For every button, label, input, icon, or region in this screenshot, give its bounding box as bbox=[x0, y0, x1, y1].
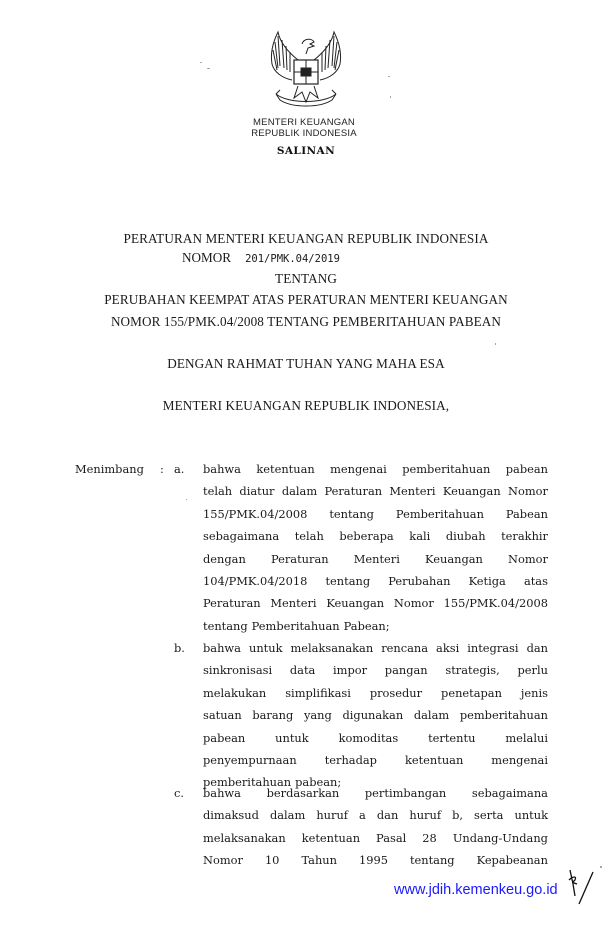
word: yang bbox=[303, 708, 332, 723]
word: sebagaimana bbox=[203, 529, 280, 544]
paragraph-line bbox=[203, 663, 548, 677]
word: integrasi bbox=[467, 641, 519, 655]
paragraph-line bbox=[203, 596, 548, 610]
word: Pemberitahuan bbox=[395, 506, 484, 521]
word: Keuangan bbox=[425, 551, 483, 566]
word: pabean bbox=[203, 730, 246, 745]
word: impor bbox=[333, 663, 368, 678]
word: Nomor bbox=[508, 484, 548, 499]
subject-line-1: PERUBAHAN KEEMPAT ATAS PERATURAN MENTERI KEUANGAN bbox=[104, 292, 508, 307]
ministry-name-line2: REPUBLIK INDONESIA bbox=[251, 128, 357, 139]
scan-speck bbox=[495, 343, 496, 345]
word: barang bbox=[252, 708, 294, 723]
word: melaksanakan bbox=[290, 641, 374, 655]
word: penyempurnaan bbox=[203, 753, 297, 767]
word: aksi bbox=[436, 641, 460, 655]
word: Menteri bbox=[389, 484, 436, 499]
nomor-value: 201/PMK.04/2019 bbox=[245, 253, 340, 265]
word: perlu bbox=[517, 663, 548, 678]
word: rencana bbox=[381, 641, 429, 655]
word: tertentu bbox=[428, 730, 476, 745]
word: Menteri bbox=[353, 551, 400, 566]
word: a bbox=[359, 808, 366, 823]
word: melakukan bbox=[203, 685, 267, 700]
paragraph-line bbox=[203, 462, 548, 476]
paragraph-line bbox=[203, 786, 548, 800]
word: Peraturan bbox=[324, 484, 383, 499]
word: Ketiga bbox=[468, 574, 506, 588]
scan-speck bbox=[600, 866, 602, 868]
word: dimaksud bbox=[203, 808, 259, 823]
word: 10 bbox=[264, 853, 280, 868]
paragraph-line bbox=[203, 831, 548, 845]
word: prosedur bbox=[369, 685, 423, 700]
word: untuk bbox=[248, 641, 283, 655]
paragraph-line bbox=[203, 507, 548, 521]
word: pertimbangan bbox=[364, 786, 447, 800]
word: pemberitahuan bbox=[459, 708, 548, 723]
paragraph-line bbox=[203, 574, 548, 588]
word: Menteri bbox=[270, 596, 317, 611]
word: sebagaimana bbox=[471, 786, 548, 800]
nomor-label: NOMOR bbox=[182, 250, 232, 265]
paragraph-line bbox=[203, 552, 548, 566]
word: Keuangan bbox=[326, 596, 385, 611]
word: ketentuan bbox=[301, 830, 361, 845]
paragraph-line bbox=[203, 619, 548, 633]
word: Nomor bbox=[508, 551, 548, 566]
word: penetapan bbox=[441, 685, 502, 700]
scan-speck bbox=[200, 62, 202, 63]
word: digunakan bbox=[342, 708, 404, 723]
word: melaksanakan bbox=[203, 830, 286, 845]
word: 28 bbox=[422, 830, 437, 845]
word: bahwa bbox=[203, 641, 241, 655]
word: bahwa bbox=[203, 462, 241, 476]
word: Peraturan bbox=[270, 551, 329, 566]
word: mengenai bbox=[330, 462, 387, 476]
word: telah bbox=[294, 529, 324, 544]
regulation-title: PERATURAN MENTERI KEUANGAN REPUBLIK INDONESIA bbox=[123, 231, 489, 246]
word: untuk bbox=[514, 808, 548, 823]
word: Nomor bbox=[203, 853, 243, 868]
jdih-website-link[interactable]: www.jdih.kemenkeu.go.id bbox=[394, 882, 558, 898]
word: atas bbox=[523, 574, 548, 588]
paragraph-line bbox=[203, 731, 548, 745]
word: pemberitahuan bbox=[203, 775, 292, 790]
paragraph-line bbox=[203, 484, 548, 498]
paragraph-line bbox=[203, 641, 548, 655]
word: terhadap bbox=[324, 753, 377, 767]
tentang-label: TENTANG bbox=[275, 271, 337, 286]
item-letter-c: c. bbox=[174, 786, 185, 800]
word: pabean; bbox=[295, 775, 342, 790]
word: Pasal bbox=[376, 830, 407, 845]
word: Keuangan bbox=[442, 484, 501, 499]
subject-line-2: NOMOR 155/PMK.04/2008 TENTANG PEMBERITAHUAN PABEAN bbox=[110, 314, 502, 329]
handwritten-paraf-icon bbox=[545, 866, 612, 906]
word: melalui bbox=[505, 730, 548, 745]
menimbang-colon: : bbox=[160, 462, 164, 476]
word: Pabean; bbox=[343, 618, 390, 633]
word: telah bbox=[203, 484, 233, 499]
word: tentang bbox=[325, 574, 371, 588]
copy-label: SALINAN bbox=[276, 145, 336, 157]
word: Peraturan bbox=[203, 596, 261, 611]
word: ketentuan bbox=[256, 462, 315, 476]
word: Nomor bbox=[393, 596, 434, 611]
invocation: DENGAN RAHMAT TUHAN YANG MAHA ESA bbox=[167, 356, 445, 371]
scan-speck bbox=[207, 68, 210, 69]
word: kali bbox=[409, 529, 431, 544]
word: jenis bbox=[520, 685, 548, 700]
word: data bbox=[289, 663, 316, 678]
word: komoditas bbox=[338, 730, 399, 745]
word: bahwa bbox=[203, 786, 241, 800]
word: Tahun bbox=[301, 853, 337, 868]
word: Perubahan bbox=[388, 574, 451, 588]
word: 155/PMK.04/2008 bbox=[203, 506, 308, 521]
paragraph-line bbox=[203, 708, 548, 722]
word: pangan bbox=[384, 663, 428, 678]
paragraph-line bbox=[203, 529, 548, 543]
word: diatur bbox=[239, 484, 275, 499]
item-letter-a: a. bbox=[174, 462, 185, 476]
word: 155/PMK.04/2008 bbox=[443, 596, 548, 611]
word: dalam bbox=[269, 808, 306, 823]
word: berdasarkan bbox=[266, 786, 340, 800]
word: strategis, bbox=[445, 663, 500, 678]
scan-speck bbox=[186, 499, 187, 500]
paragraph-line bbox=[203, 753, 548, 767]
paragraph-line bbox=[203, 686, 548, 700]
word: huruf bbox=[409, 808, 442, 823]
garuda-emblem-icon bbox=[258, 30, 354, 112]
scan-speck bbox=[388, 76, 390, 77]
word: mengenai bbox=[491, 753, 548, 767]
word: dalam bbox=[281, 484, 318, 499]
word: terakhir bbox=[501, 529, 548, 544]
word: Pabean bbox=[505, 506, 548, 521]
word: b, bbox=[452, 808, 463, 823]
word: tentang bbox=[203, 618, 248, 633]
issuer: MENTERI KEUANGAN REPUBLIK INDONESIA, bbox=[162, 398, 450, 413]
word: Undang-Undang bbox=[452, 830, 548, 845]
word: tentang bbox=[329, 506, 374, 521]
word: tentang bbox=[409, 853, 455, 868]
word: satuan bbox=[203, 708, 242, 723]
word: Kepabeanan bbox=[476, 853, 548, 868]
word: diubah bbox=[445, 529, 486, 544]
word: dan bbox=[526, 641, 548, 655]
word: Pemberitahuan bbox=[251, 618, 340, 633]
word: pabean bbox=[505, 462, 548, 476]
paragraph-line bbox=[203, 808, 548, 822]
word: beberapa bbox=[339, 529, 394, 544]
word: dan bbox=[376, 808, 399, 823]
word: untuk bbox=[275, 730, 309, 745]
word: 104/PMK.04/2018 bbox=[203, 574, 308, 588]
item-letter-b: b. bbox=[174, 641, 185, 655]
word: dalam bbox=[413, 708, 450, 723]
regulation-number bbox=[182, 250, 340, 266]
word: ketentuan bbox=[404, 753, 464, 767]
word: sinkronisasi bbox=[203, 663, 273, 678]
word: dengan bbox=[203, 551, 246, 566]
word: 1995 bbox=[358, 853, 388, 868]
word: serta bbox=[474, 808, 504, 823]
menimbang-label: Menimbang bbox=[75, 462, 144, 476]
scan-speck bbox=[390, 96, 391, 98]
word: pemberitahuan bbox=[402, 462, 491, 476]
ministry-name-line1: MENTERI KEUANGAN bbox=[253, 117, 355, 128]
word: simplifikasi bbox=[285, 685, 351, 700]
word: huruf bbox=[316, 808, 348, 823]
paragraph-line bbox=[203, 853, 548, 867]
